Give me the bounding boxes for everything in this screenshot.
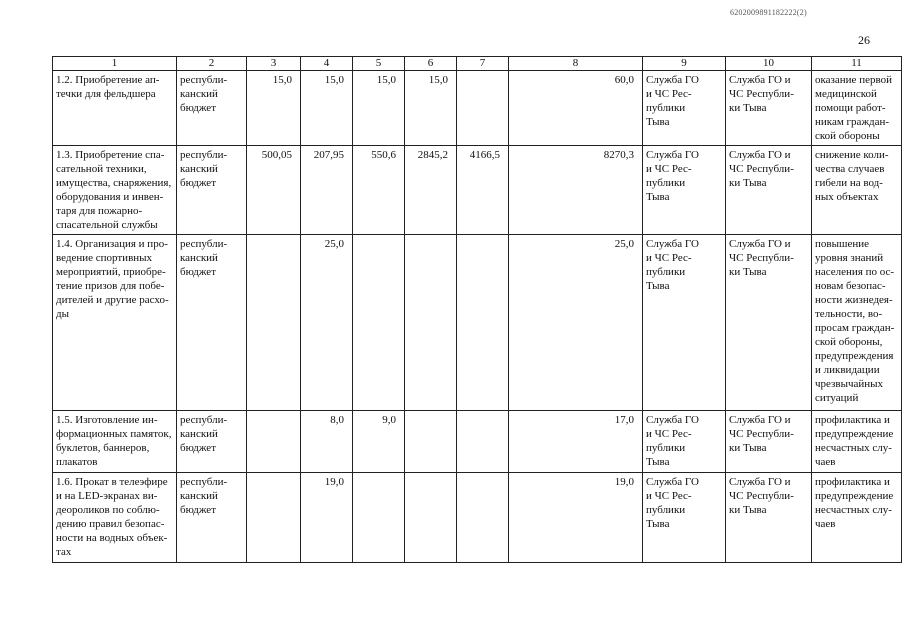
amount-cell: 207,95 (301, 146, 353, 235)
measure-name: 1.6. Прокат в телеэфире и на LED-экранах ви- деороликов по соблю- дению правил безопас- ности на водных объек- тах (53, 473, 177, 563)
measure-name: 1.2. Приобретение ап- течки для фельдшера (53, 71, 177, 146)
column-number: 9 (643, 57, 726, 71)
table-row (53, 146, 902, 235)
executor: Служба ГО и ЧС Рес- публики Тыва (643, 71, 726, 146)
column-number: 11 (812, 57, 902, 71)
amount-cell (247, 411, 301, 473)
amount-cell (457, 411, 509, 473)
table-row (53, 473, 902, 563)
column-number: 5 (353, 57, 405, 71)
column-number: 2 (177, 57, 247, 71)
funding-source: республи- канский бюджет (177, 473, 247, 563)
total-cell: 25,0 (509, 235, 643, 411)
program-table (52, 56, 902, 563)
column-number: 10 (726, 57, 812, 71)
expected-result: профилактика и предупреждение несчастных слу- чаев (812, 473, 902, 563)
amount-cell (405, 411, 457, 473)
amount-cell: 15,0 (405, 71, 457, 146)
amount-cell: 25,0 (301, 235, 353, 411)
total-cell: 19,0 (509, 473, 643, 563)
amount-cell (457, 235, 509, 411)
amount-cell (457, 71, 509, 146)
table-row (53, 411, 902, 473)
amount-cell: 15,0 (247, 71, 301, 146)
amount-cell: 4166,5 (457, 146, 509, 235)
table-row (53, 235, 902, 411)
funding-source: республи- канский бюджет (177, 411, 247, 473)
document-code: 6202009891182222(2) (730, 8, 807, 17)
funding-source: республи- канский бюджет (177, 235, 247, 411)
column-number: 1 (53, 57, 177, 71)
column-number: 8 (509, 57, 643, 71)
amount-cell: 2845,2 (405, 146, 457, 235)
amount-cell: 19,0 (301, 473, 353, 563)
column-number: 4 (301, 57, 353, 71)
column-number-row (53, 57, 902, 71)
expected-result: повышение уровня знаний населения по ос- новам безопас- ности жизнедея- тельности, во- просам граждан- ской обороны, предупреждения и ликвидации чрезвычайных ситуаций (812, 235, 902, 411)
measure-name: 1.4. Организация и про- ведение спортивных мероприятий, приобре- тение призов для побе- дителей и другие расхо- ды (53, 235, 177, 411)
expected-result: профилактика и предупреждение несчастных слу- чаев (812, 411, 902, 473)
measure-name: 1.5. Изготовление ин- формационных памяток, буклетов, баннеров, плакатов (53, 411, 177, 473)
responsible: Служба ГО и ЧС Республи- ки Тыва (726, 473, 812, 563)
responsible: Служба ГО и ЧС Республи- ки Тыва (726, 146, 812, 235)
amount-cell (353, 473, 405, 563)
amount-cell (457, 473, 509, 563)
responsible: Служба ГО и ЧС Республи- ки Тыва (726, 411, 812, 473)
column-number: 7 (457, 57, 509, 71)
amount-cell: 15,0 (353, 71, 405, 146)
responsible: Служба ГО и ЧС Республи- ки Тыва (726, 71, 812, 146)
total-cell: 17,0 (509, 411, 643, 473)
amount-cell (247, 473, 301, 563)
executor: Служба ГО и ЧС Рес- публики Тыва (643, 146, 726, 235)
amount-cell: 500,05 (247, 146, 301, 235)
total-cell: 60,0 (509, 71, 643, 146)
expected-result: снижение коли- чества случаев гибели на вод- ных объектах (812, 146, 902, 235)
amount-cell: 15,0 (301, 71, 353, 146)
responsible: Служба ГО и ЧС Республи- ки Тыва (726, 235, 812, 411)
column-number: 6 (405, 57, 457, 71)
column-number: 3 (247, 57, 301, 71)
amount-cell (353, 235, 405, 411)
table-row (53, 71, 902, 146)
executor: Служба ГО и ЧС Рес- публики Тыва (643, 473, 726, 563)
page-number: 26 (858, 33, 870, 47)
amount-cell (247, 235, 301, 411)
measure-name: 1.3. Приобретение спа- сательной техники, имущества, снаряжения, оборудования и инвен- таря для пожарно- спасательной службы (53, 146, 177, 235)
funding-source: республи- канский бюджет (177, 146, 247, 235)
executor: Служба ГО и ЧС Рес- публики Тыва (643, 235, 726, 411)
amount-cell (405, 473, 457, 563)
amount-cell (405, 235, 457, 411)
executor: Служба ГО и ЧС Рес- публики Тыва (643, 411, 726, 473)
amount-cell: 9,0 (353, 411, 405, 473)
amount-cell: 8,0 (301, 411, 353, 473)
funding-source: республи- канский бюджет (177, 71, 247, 146)
amount-cell: 550,6 (353, 146, 405, 235)
total-cell: 8270,3 (509, 146, 643, 235)
expected-result: оказание первой медицинской помощи работ- никам граждан- ской обороны (812, 71, 902, 146)
